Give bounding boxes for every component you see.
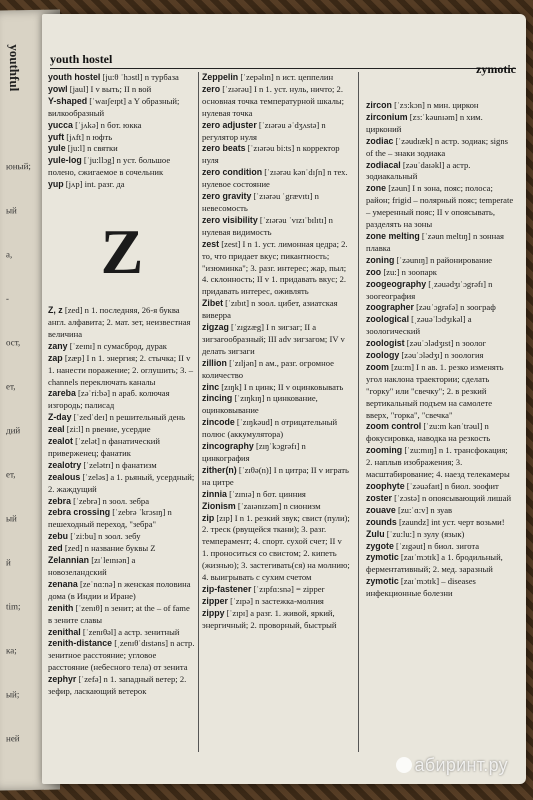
entry-definition: [ˈzɪərəu] I n 1. уст. нуль, ничто; 2. основная точка температурной шкалы; нулевая точка — [202, 83, 345, 118]
entry-headword: zouave — [366, 504, 396, 515]
dictionary-entry — [48, 603, 196, 627]
column-divider-2 — [358, 72, 359, 752]
section-letter: Z — [100, 216, 144, 288]
dictionary-entry — [48, 436, 196, 460]
entry-definition: [zaɪˈmɔtɪk] – diseases инфекционные болезни — [366, 576, 476, 599]
entry-definition: [ˈzelət] n фанатический приверженец; фанатик — [48, 436, 160, 458]
entry-headword: Z-day — [48, 412, 72, 423]
previous-page-fragment: ый — [6, 205, 17, 216]
dictionary-entry — [202, 167, 350, 191]
entry-definition: [ˈzɪərəu ˈgrævɪtɪ] n невесомость — [202, 191, 319, 213]
entry-headword: yule-log — [48, 155, 82, 166]
dictionary-entry — [202, 143, 350, 167]
entry-headword: zoogeography — [366, 278, 427, 289]
dictionary-entry — [202, 191, 350, 215]
dictionary-entry — [202, 72, 350, 84]
dictionary-entry — [366, 421, 516, 445]
entry-definition: [ˈzəun meltɪŋ] n зонная плавка — [366, 230, 504, 253]
entry-headword: yucca — [48, 119, 73, 130]
entry-headword: zoographer — [366, 302, 414, 313]
entry-definition: [ˈzɪərəu ˈvɪzɪˈbɪlɪtɪ] n нулевая видимость — [202, 214, 333, 237]
dictionary-entry — [202, 608, 350, 632]
entry-definition: [ˌzəuədʒɪˈɔgrəfɪ] n зоогеография — [366, 278, 493, 301]
previous-page-fragment: й — [6, 557, 11, 568]
previous-page-fragment: ет, — [6, 381, 16, 392]
dictionary-entry — [48, 72, 196, 84]
dictionary-entry — [202, 441, 350, 465]
entry-headword: Zeppelin — [202, 72, 239, 82]
entry-headword: Zibet — [202, 298, 224, 309]
entry-headword: zoological — [366, 314, 410, 325]
entry-headword: Z, z — [48, 305, 63, 316]
dictionary-entry — [366, 112, 516, 136]
entry-definition: [ˈzɪpɪ] a разг. 1. живой, яркий, энергичный; 2. проворный, быстрый — [202, 607, 337, 630]
previous-page-fragment: ый; — [6, 689, 20, 700]
dictionary-entry — [48, 424, 196, 436]
entry-definition: [jʌft] n юфть — [66, 131, 113, 142]
entry-definition: [ˈzebrə] n зоол. зебра — [73, 495, 150, 506]
dictionary-entry — [48, 460, 196, 472]
entry-definition: [zɜ:ˈkəunɪəm] n хим. цирконий — [366, 111, 483, 134]
dictionary-entry — [48, 179, 196, 191]
entry-definition: [ˈzebrə ˈkrɔsɪŋ] n пешеходный переход, "зебра" — [48, 507, 172, 530]
previous-page-fragment: tim; — [6, 601, 21, 612]
entry-headword: Zionism — [202, 500, 236, 511]
dictionary-entry — [202, 501, 350, 513]
entry-headword: zoology — [366, 350, 400, 361]
entry-definition: [zəun] I n зона, пояс; полоса; район; frigid – полярный пояс; temperate – умеренный пояс; II v опоясывать, разделять на зоны — [366, 183, 514, 230]
column-divider-1 — [198, 72, 199, 752]
entry-definition: [zu:] n зоопарк — [383, 266, 437, 277]
previous-page-heading: youthful — [7, 44, 22, 92]
dictionary-entry — [48, 84, 196, 96]
entry-headword: zigzag — [202, 322, 229, 333]
dictionary-entry — [202, 358, 350, 382]
entry-definition: [ˈzɪpfɑ:snə] = zipper — [253, 583, 325, 594]
dictionary-entry — [48, 120, 196, 132]
previous-page-fragment: ка; — [6, 645, 17, 656]
entry-definition: [ˈzɪljən] n ам., разг. огромное количество — [202, 357, 334, 380]
dictionary-entry — [202, 239, 350, 299]
dictionary-entry — [202, 465, 350, 489]
entry-headword: zephyr — [48, 674, 77, 685]
previous-page-fragment: ней — [6, 733, 20, 744]
entry-headword: zillion — [202, 357, 227, 368]
dictionary-entry — [366, 183, 516, 231]
entry-headword: zebu — [48, 531, 69, 542]
entry-definition: [ˌzəuəˈlɔdʒɪkəl] a зоологический — [366, 314, 472, 337]
entry-headword: zero condition — [202, 167, 263, 178]
previous-page-fragment: юный; — [6, 160, 31, 172]
entry-definition: [ˈzɪθə(n)] I n цитра; II v играть на цитре — [202, 464, 349, 487]
dictionary-entry — [366, 350, 516, 362]
entry-definition: [ˈzɪərəu bi:ts] n корректор нуля — [202, 143, 340, 166]
previous-page-fragment: ост, — [6, 337, 21, 348]
entry-definition: [ˈzəuəfaɪt] n биол. зоофит — [406, 481, 499, 491]
entry-definition: [ˈzu:lu:] n зулу (язык) — [386, 528, 465, 539]
entry-headword: zoom — [366, 361, 389, 372]
dictionary-entry — [366, 255, 516, 267]
dictionary-entry — [366, 529, 516, 541]
entry-definition: [ˈzu:mɪŋ] n 1. трансфокация; 2. наплыв изображения; 3. масштабирование; 4. наезд телекамеры — [366, 445, 510, 480]
dictionary-entry — [366, 445, 516, 481]
entry-headword: yowl — [48, 83, 68, 94]
entry-definition: [ˈzɪŋkəud] n отрицательный полюс (аккумулятора) — [202, 417, 338, 440]
previous-page-fragment: - — [6, 293, 9, 304]
entry-headword: zip-fastener — [202, 583, 252, 594]
dictionary-entry — [366, 267, 516, 279]
entry-headword: zymotic — [366, 552, 399, 563]
entry-definition: [zed] n название буквы Z — [64, 543, 156, 554]
entry-headword: zeal — [48, 424, 65, 435]
watermark-text: абиринт.ру — [414, 755, 508, 775]
entry-headword: Y-shaped — [48, 95, 88, 106]
entry-headword: zealous — [48, 471, 81, 482]
entry-headword: youth hostel — [48, 72, 101, 82]
entry-definition: [ˈzefə] n 1. западный ветер; 2. зефир, ласкающий ветерок — [48, 674, 187, 697]
dictionary-entry — [48, 143, 196, 155]
dictionary-entry — [366, 100, 516, 112]
watermark — [396, 755, 508, 776]
entry-headword: zincing — [202, 393, 233, 404]
previous-page-fragment: ый — [6, 513, 17, 524]
dictionary-entry — [202, 298, 350, 322]
entry-headword: zymotic — [366, 576, 399, 587]
entry-definition: [zɪŋˈkɔgrəfɪ] n цинкография — [202, 441, 306, 463]
entry-headword: zoophyte — [366, 481, 405, 491]
dictionary-entry — [366, 302, 516, 314]
entry-definition: [ˈzeləs] a 1. рьяный, усердный; 2. жаждущий — [48, 471, 195, 494]
entry-definition: [zaɪˈmɔtɪk] a 1. бродильный, ферментативный; 2. мед. заразный — [366, 552, 503, 575]
entry-definition: [zi:l] n рвение, усердие — [66, 424, 151, 435]
dictionary-entry — [48, 543, 196, 555]
dictionary-entry — [202, 596, 350, 608]
dictionary-page — [42, 14, 526, 784]
dictionary-entry — [48, 638, 196, 674]
entry-headword: zone melting — [366, 230, 420, 241]
entry-definition: [ˈzɜ:kɔn] n мин. циркон — [394, 100, 479, 110]
previous-page-fragment: ет, — [6, 469, 16, 480]
running-head-left: youth hostel — [50, 52, 113, 66]
dictionary-entry — [202, 120, 350, 144]
entry-definition: [ˈzepəlɪn] n ист. цеппелин — [240, 72, 334, 82]
entry-headword: zone — [366, 183, 387, 194]
running-head — [50, 52, 516, 76]
entry-definition: [ˈzenɪθəl] a астр. зенитный — [82, 626, 180, 637]
dictionary-entry — [366, 362, 516, 422]
entry-definition: [ˈzenɪθ] n зенит; at the – of fame в зените славы — [48, 602, 190, 625]
entry-headword: zinnia — [202, 488, 227, 499]
entry-headword: zenana — [48, 578, 78, 589]
dictionary-entry — [366, 136, 516, 160]
entry-headword: zebra — [48, 495, 71, 506]
dictionary-entry — [366, 576, 516, 600]
dictionary-entry — [48, 341, 196, 353]
dictionary-entry — [48, 627, 196, 639]
entry-headword: yuft — [48, 131, 65, 142]
entry-definition: [ˈzu:m kənˈtrəul] n фокусировка, наводка на резкость — [366, 421, 491, 444]
entry-headword: zero gravity — [202, 191, 252, 202]
entry-definition: [ˈzɪnɪə] n бот. цинния — [229, 488, 306, 499]
labyrinth-logo-icon — [396, 757, 412, 773]
entry-headword: zap — [48, 352, 63, 363]
entry-definition: [ˈzɪbɪt] n зоол. цибет, азиатская виверра — [202, 298, 338, 321]
entry-headword: zoom control — [366, 421, 422, 432]
dictionary-entry — [202, 322, 350, 358]
entry-headword: zealotry — [48, 459, 82, 470]
entry-headword: zenithal — [48, 626, 81, 637]
entry-definition: [zəuˈɔlədʒɪst] n зоолог — [406, 338, 487, 349]
entry-headword: zed — [48, 543, 63, 554]
dictionary-entry — [48, 555, 196, 579]
entry-headword: zincode — [202, 417, 235, 428]
dictionary-entry — [366, 231, 516, 255]
entry-definition: [ˈzəunɪŋ] n районирование — [396, 254, 493, 265]
dictionary-entry — [366, 160, 516, 184]
entry-definition: [ˈzɪŋkɪŋ] n цинкование, оцинковывание — [202, 393, 318, 416]
entry-headword: zither(n) — [202, 464, 237, 475]
dictionary-entry — [366, 481, 516, 493]
entry-headword: zealot — [48, 436, 73, 447]
dictionary-entry — [202, 393, 350, 417]
dictionary-entry — [366, 279, 516, 303]
entry-headword: zirconium — [366, 111, 408, 122]
entry-definition: [ˈzaɪənɪzəm] n сионизм — [237, 500, 321, 511]
entry-headword: zincography — [202, 441, 254, 452]
entry-definition: [zu:m] I n ав. 1. резко изменять угол наклона траектории; сделать "горку" или "свечку"; 2. в резкий вертикальный подъем на самолете вверх, "горка", "свечка" — [366, 361, 504, 420]
entry-definition: [ˈwaɪʃeɪpt] a Y образный; вилкообразный — [48, 95, 180, 118]
column-2 — [202, 72, 350, 632]
entry-definition: [ˈzɪgzæg] I n зигзаг; II a зигзагообразный; III adv зигзагом; IV v делать зигзаги — [202, 322, 345, 356]
entry-headword: zoning — [366, 254, 395, 265]
entry-definition: [ju:l] n святки — [67, 143, 118, 154]
entry-definition: [ˈzeɪnɪ] n сумасброд, дурак — [69, 340, 167, 351]
entry-definition: [zu:ˈɑ:v] n зуав — [397, 504, 453, 515]
dictionary-entry — [366, 517, 516, 529]
entry-headword: zoster — [366, 492, 392, 503]
dictionary-entry — [48, 579, 196, 603]
entry-definition: [zəuˈɔlədʒɪ] n зоология — [401, 350, 484, 361]
entry-definition: [ˈzelətrɪ] n фанатизм — [83, 459, 157, 470]
entry-definition: [jʌp] int. разг. да — [65, 179, 125, 190]
entry-headword: zany — [48, 340, 68, 351]
dictionary-entry — [48, 412, 196, 424]
entry-headword: zest — [202, 238, 220, 249]
entry-headword: Zelannian — [48, 555, 90, 566]
entry-definition: [zɪp] I n 1. резкий звук; свист (пули); 2. треск (рвущейся ткани); 3. разг. темперамент; 4. спорт. сухой счет; II v 1. проноситься со свистом; 2. кипеть (жизнью); 3. застегивать(ся) на молнию; 4. выигрывать с сухим счетом — [202, 512, 350, 583]
dictionary-entry — [48, 674, 196, 698]
running-head-right: zymotic — [476, 62, 516, 76]
entry-definition: [ˈju:llɔg] n уст. большое полено, сжигаемое в сочельник — [48, 155, 171, 178]
entry-headword: zodiac — [366, 135, 394, 146]
entry-definition: [zɪˈleɪnɪən] a новозеландский — [48, 555, 136, 577]
entry-headword: zircon — [366, 100, 392, 110]
dictionary-entry — [48, 353, 196, 389]
dictionary-entry — [366, 493, 516, 505]
entry-definition: [zest] I n 1. уст. лимонная цедра; 2. то, что придает вкус; пикантность; "изюминка"; 3. разг. интерес; жар, пыл; 4. склонность; II v 1. придавать вкус; 2. придавать интерес, оживлять — [202, 238, 348, 297]
entry-definition: [ˈzi:bu] n зоол. зебу — [70, 531, 141, 542]
entry-definition: [zəuˈɔgrəfə] n зоограф — [416, 302, 496, 313]
previous-page-fragment: дий — [6, 425, 21, 436]
entry-definition: [zæp] I n 1. энергия; 2. стычка; II v 1. нанести поражение; 2. оглушить; 3. – channels переключать каналы — [48, 352, 194, 387]
entry-headword: zoologist — [366, 338, 405, 349]
entry-headword: zareba — [48, 388, 76, 399]
entry-definition: [zɪŋk] I n цинк; II v оцинковывать — [221, 381, 344, 392]
entry-headword: Zulu — [366, 528, 385, 539]
dictionary-entry — [48, 388, 196, 412]
entry-definition: [ˈzɪgəut] n биол. зигота — [396, 540, 480, 551]
dictionary-entry — [202, 215, 350, 239]
entry-headword: zygote — [366, 540, 394, 551]
entry-headword: zounds — [366, 516, 397, 527]
entry-headword: zero visibility — [202, 214, 258, 225]
dictionary-entry — [202, 382, 350, 394]
entry-definition: [zəˈri:bə] n араб. колючая изгородь; палисад — [48, 388, 170, 411]
entry-definition: [zeˈnɑ:nə] n женская половина дома (в Индии и Иране) — [48, 578, 191, 601]
dictionary-entry — [48, 96, 196, 120]
dictionary-entry — [366, 505, 516, 517]
entry-headword: zoo — [366, 266, 382, 277]
entry-definition: [ˈzɪərəu kənˈdɪʃn] n тех. нулевое состояние — [202, 167, 348, 190]
entry-headword: yule — [48, 143, 66, 154]
entry-definition: [jaul] I v выть; II n вой — [69, 83, 152, 94]
dictionary-entry — [366, 552, 516, 576]
entry-headword: zebra crossing — [48, 507, 111, 518]
entry-headword: zippy — [202, 607, 225, 618]
previous-page-fragment: а, — [6, 249, 13, 260]
dictionary-entry — [366, 314, 516, 338]
entry-headword: zenith — [48, 602, 74, 613]
entry-definition: [ˈzɪpə] n застежка-молния — [230, 595, 324, 606]
entry-headword: zero beats — [202, 143, 246, 154]
entry-headword: zodiacal — [366, 159, 401, 170]
entry-definition: [ju:θ ˈhɔstl] n турбаза — [102, 72, 179, 82]
dictionary-entry — [48, 132, 196, 144]
dictionary-entry — [366, 338, 516, 350]
entry-definition: [ˈzɪərəu əˈdʒʌstə] n регулятор нуля — [202, 119, 326, 142]
entry-headword: zooming — [366, 445, 403, 456]
entry-headword: zinc — [202, 381, 220, 392]
entry-definition: [ˈzedˈdeɪ] n решительный день — [73, 412, 186, 423]
dictionary-entry — [48, 496, 196, 508]
dictionary-entry — [48, 507, 196, 531]
column-1 — [48, 72, 196, 698]
entry-definition: [ˈzəudɪæk] n астр. зодиак; signs of the – знаки зодиака — [366, 135, 508, 158]
dictionary-entry — [202, 584, 350, 596]
entry-headword: zero — [202, 83, 221, 94]
column-3 — [366, 100, 516, 600]
entry-definition: [ˌzenɪθˈdɪstəns] n астр. зенитное расстояние; угловое расстояние (небесного тела) от зенита — [48, 638, 195, 673]
entry-definition: [zəuˈdaɪəkl] a астр. зодиакальный — [366, 159, 471, 182]
dictionary-entry — [366, 541, 516, 553]
dictionary-entry — [202, 84, 350, 120]
entry-headword: yup — [48, 179, 64, 190]
entry-headword: zenith-distance — [48, 638, 113, 649]
dictionary-entry — [202, 513, 350, 584]
entry-headword: zipper — [202, 595, 228, 606]
entry-headword: zip — [202, 512, 215, 523]
dictionary-entry — [48, 472, 196, 496]
entry-definition: [ˈjʌkə] n бот. юкка — [75, 119, 142, 130]
entry-definition: [ˈzɔstə] n опоясывающий лишай — [394, 492, 512, 503]
dictionary-entry — [202, 489, 350, 501]
dictionary-entry — [48, 531, 196, 543]
entry-definition: [zed] n 1. последняя, 26-я буква англ. алфавита; 2. мат. зет, неизвестная величина — [48, 305, 191, 339]
entry-definition: [zaundz] int уст. черт возьми! — [398, 516, 505, 527]
dictionary-entry — [202, 417, 350, 441]
dictionary-entry — [48, 155, 196, 179]
entry-headword: zero adjuster — [202, 119, 257, 130]
dictionary-entry — [48, 305, 196, 341]
